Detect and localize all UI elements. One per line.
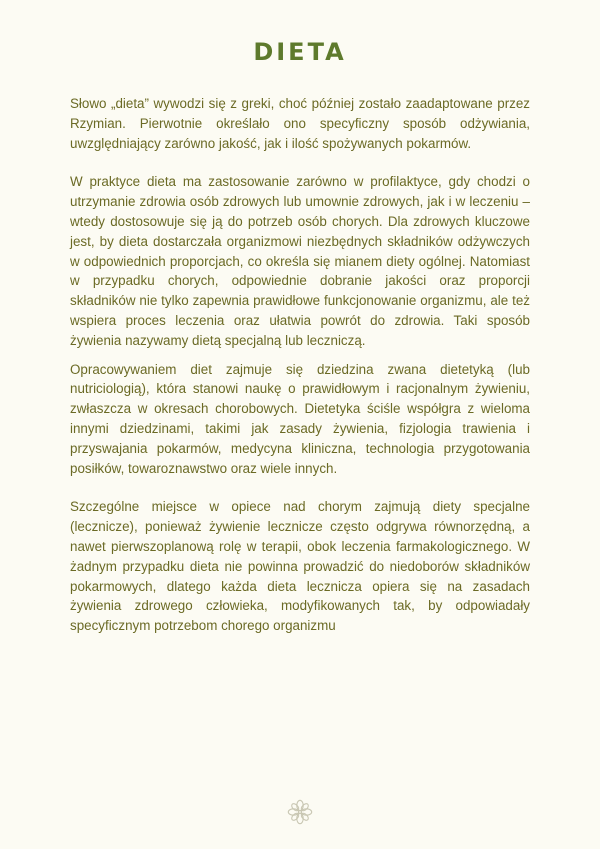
paragraph-dietetics: Opracowywaniem diet zajmuje się dziedzina zwana dietetyką (lub nutriciologią), która stanowi naukę o prawidłowym i racjonalnym żywieniu, zwłaszcza w okresach chorobowych. Dietetyka ściśle współgra z wieloma innymi dziedzinami, takimi jak zasady żywienia, fizjologia trawienia i przyswajania pokarmów, medycyna kliniczna, technologia przygotowania posiłków, towaroznawstwo oraz wiele innych. (70, 361, 530, 476)
document-body (70, 94, 530, 636)
paragraph-etymology: Słowo „dieta” wywodzi się z greki, choć później zostało zaadaptowane przez Rzymian. Pierwotnie określało ono specyficzny sposób odżywiania, uwzględniający zarówno jakość, jak i ilość spożywanych pokarmów. (70, 96, 530, 151)
flower-ornament-icon (285, 797, 315, 827)
page-title: DIETA (253, 38, 347, 66)
paragraph-special-diets: Szczególne miejsce w opiece nad chorym zajmują diety specjalne (lecznicze), ponieważ żywienie lecznicze często odgrywa równorzędną, a nawet pierwszoplanową rolę w terapii, obok leczenia farmakologicznego. W żadnym przypadku dieta nie powinna prowadzić do niedoborów składników pokarmowych, dlatego każda dieta lecznicza opiera się na zasadach żywienia zdrowego człowieka, modyfikowanych tak, by odpowiadały specyficznym potrzebom chorego organizmu (70, 499, 530, 634)
paragraph-practice: W praktyce dieta ma zastosowanie zarówno w profilaktyce, gdy chodzi o utrzymanie zdrowia osób zdrowych lub umownie zdrowych, jak i w leczeniu – wtedy dostosowuje się ją do potrzeb osób chorych. Dla zdrowych kluczowe jest, by dieta dostarczała organizmowi niezbędnych składników odżywczych w odpowiednich proporcjach, co określa się mianem diety ogólnej. Natomiast w przypadku chorych, odpowiednie dobranie jakości oraz proporcji składników nie tylko zapewnia prawidłowe funkcjonowanie organizmu, ale też wspiera proces leczenia oraz ułatwia powrót do zdrowia. Taki sposób żywienia nazywamy dietą specjalną lub leczniczą. (70, 174, 530, 348)
